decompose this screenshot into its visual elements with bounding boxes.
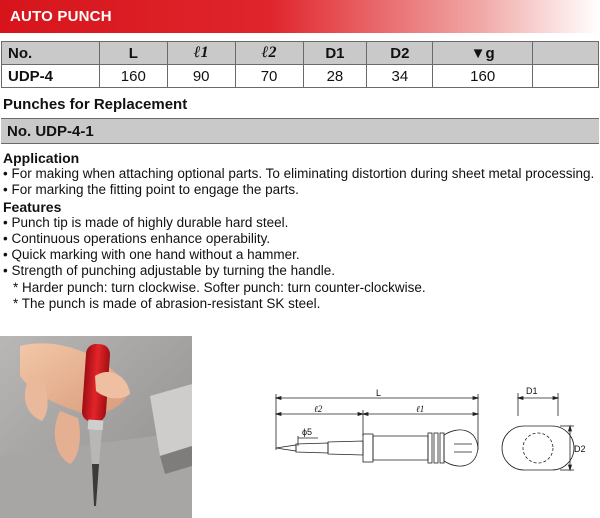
cell-D2: 34 <box>367 65 433 88</box>
col-l1: ℓ1 <box>167 42 235 65</box>
label-D1: D1 <box>526 386 538 396</box>
col-no: No. <box>2 42 100 65</box>
spec-header-row <box>2 42 599 65</box>
col-l2: ℓ2 <box>235 42 303 65</box>
replacement-part-box <box>1 118 599 144</box>
cell-D1: 28 <box>303 65 367 88</box>
col-D1: D1 <box>303 42 367 65</box>
cell-l2: 70 <box>235 65 303 88</box>
feature-item: • Punch tip is made of highly durable hard steel. <box>3 214 289 230</box>
label-l1: ℓ1 <box>416 404 425 414</box>
cell-weight: 160 <box>433 65 533 88</box>
label-phi5: ϕ5 <box>302 427 313 437</box>
feature-item: • Quick marking with one hand without a hammer. <box>3 247 300 263</box>
feature-item: • Strength of punching adjustable by turning the handle. <box>3 263 335 279</box>
feature-item: • Continuous operations enhance operability. <box>3 230 271 246</box>
application-item: • For making when attaching optional parts. To eliminating distortion during sheet metal processing. <box>3 166 595 181</box>
application-item: • For marking the fitting point to engage the parts. <box>3 182 299 198</box>
cell-L: 160 <box>99 65 167 88</box>
spec-table <box>1 41 599 88</box>
replacement-heading: Punches for Replacement <box>3 96 188 113</box>
feature-note: * Harder punch: turn clockwise. Softer punch: turn counter-clockwise. <box>13 279 426 295</box>
technical-drawing <box>268 386 598 486</box>
product-photo <box>0 336 192 518</box>
features-heading: Features <box>3 198 62 215</box>
cell-l1: 90 <box>167 65 235 88</box>
label-L: L <box>376 388 382 398</box>
feature-note: * The punch is made of abrasion-resistant SK steel. <box>13 296 321 312</box>
cell-empty <box>533 65 599 88</box>
page-title: AUTO PUNCH <box>10 8 112 25</box>
label-l2: ℓ2 <box>314 404 323 414</box>
col-D2: D2 <box>367 42 433 65</box>
col-empty <box>533 42 599 65</box>
replacement-part-no: No. UDP-4-1 <box>7 123 94 140</box>
spec-data-row <box>2 65 599 88</box>
cell-model: UDP-4 <box>2 65 100 88</box>
title-bar <box>0 0 600 33</box>
label-D2: D2 <box>574 444 586 454</box>
col-weight: ▼g <box>433 42 533 65</box>
col-L: L <box>99 42 167 65</box>
description <box>3 150 597 312</box>
application-heading: Application <box>3 150 80 166</box>
